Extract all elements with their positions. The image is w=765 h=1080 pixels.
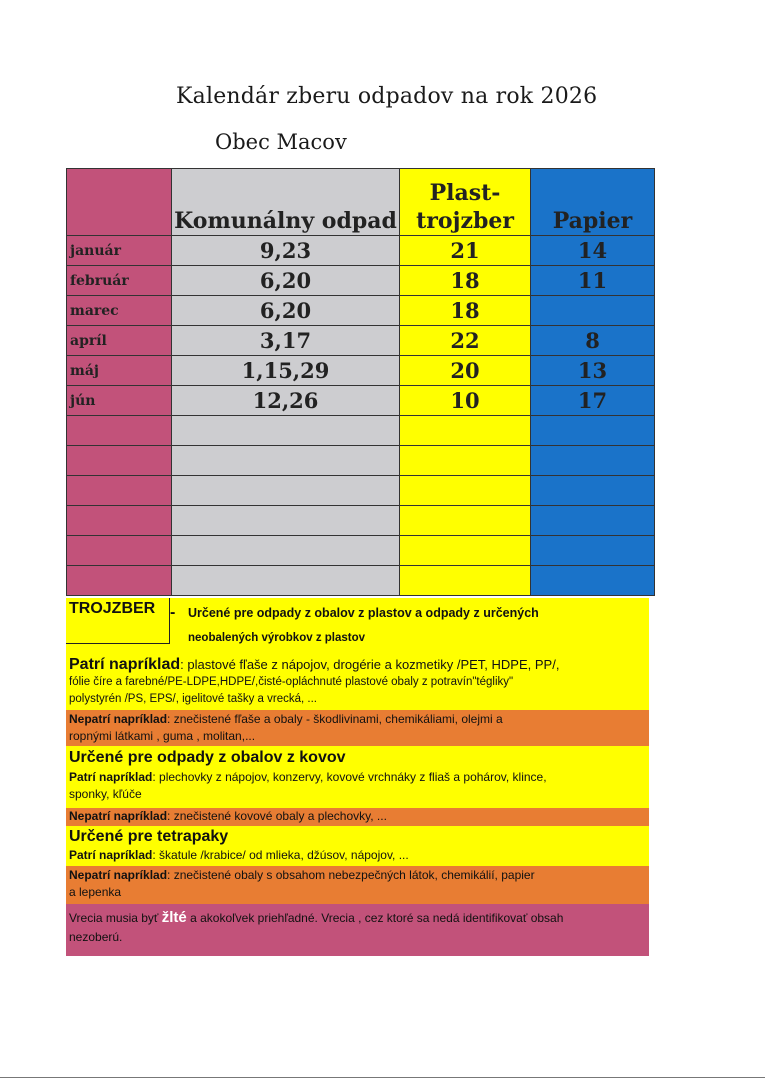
table-row (67, 296, 655, 326)
kov-patri-text1: : plechovky z nápojov, konzervy, kovové vrchnáky z fliaš a pohárov, klince, (152, 770, 547, 784)
vrecia-text3: nezoberú. (69, 930, 123, 944)
trojzber-desc-line1: Určené pre odpady z obalov z plastov a odpady z určených (188, 606, 539, 620)
plast-patri-block (66, 656, 649, 710)
vrecia-text2: a akokoľvek priehľadné. Vrecia , cez ktoré sa nedá identifikovať obsah (186, 911, 564, 925)
trojzber-desc-line2: neobalených výrobkov z plastov (188, 632, 366, 644)
kov-nepatri-text: : znečistené kovové obaly a plechovky, ... (167, 809, 387, 823)
komunalny-cell: 12,26 (172, 386, 400, 416)
month-cell: február (67, 266, 172, 296)
komunalny-cell: 6,20 (172, 266, 400, 296)
vrecia-zlte: žlté (161, 909, 187, 926)
plast-cell (400, 476, 531, 506)
plast-cell: 10 (400, 386, 531, 416)
month-cell: máj (67, 356, 172, 386)
header-month-cell (67, 169, 172, 236)
table-row (67, 386, 655, 416)
komunalny-cell (172, 476, 400, 506)
papier-cell: 8 (531, 326, 655, 356)
plast-cell: 22 (400, 326, 531, 356)
kov-nepatri-label: Nepatrí napríklad (69, 809, 168, 823)
plast-patri-text1: : plastové fľaše z nápojov, drogérie a kozmetiky /PET, HDPE, PP/, (180, 657, 560, 672)
table-row (67, 566, 655, 596)
header-komunalny: Komunálny odpad (172, 169, 400, 236)
header-plast-line1: Plast- (429, 180, 501, 206)
komunalny-cell (172, 446, 400, 476)
plast-cell (400, 566, 531, 596)
papier-cell (531, 416, 655, 446)
komunalny-cell: 9,23 (172, 236, 400, 266)
plast-nepatri-label: Nepatrí napríklad (69, 712, 168, 726)
papier-cell (531, 446, 655, 476)
plast-cell: 18 (400, 266, 531, 296)
month-cell: apríl (67, 326, 172, 356)
table-row (67, 476, 655, 506)
komunalny-cell (172, 536, 400, 566)
month-cell (67, 416, 172, 446)
kov-nepatri-block (66, 808, 649, 826)
tetra-nepatri-text2: a lepenka (69, 885, 122, 899)
table-row (67, 356, 655, 386)
month-cell (67, 536, 172, 566)
table-row (67, 236, 655, 266)
table-row (67, 446, 655, 476)
komunalny-cell: 6,20 (172, 296, 400, 326)
trojzber-label: TROJZBER (69, 600, 156, 617)
plast-cell (400, 416, 531, 446)
trojzber-dash: - (170, 604, 176, 621)
papier-cell: 17 (531, 386, 655, 416)
tetra-block (66, 826, 649, 866)
vrecia-note-block (66, 904, 649, 956)
table-row (67, 266, 655, 296)
papier-cell: 14 (531, 236, 655, 266)
komunalny-cell: 3,17 (172, 326, 400, 356)
tetra-patri-text: : škatule /krabice/ od mlieka, džúsov, nápojov, ... (152, 848, 409, 862)
table-row (67, 536, 655, 566)
komunalny-cell (172, 416, 400, 446)
page-title: Kalendár zberu odpadov na rok 2026 (176, 84, 598, 109)
papier-cell (531, 536, 655, 566)
tetra-heading: Určené pre tetrapaky (69, 828, 229, 845)
month-cell (67, 506, 172, 536)
papier-cell (531, 476, 655, 506)
plast-patri-text2: fólie číre a farebné/PE-LDPE,HDPE/,čisté-opláchnuté plastové obaly z potravín"tégliky" (69, 676, 514, 688)
papier-cell (531, 296, 655, 326)
month-cell: január (67, 236, 172, 266)
tetra-nepatri-label: Nepatrí napríklad (69, 868, 168, 882)
collection-schedule-table (66, 168, 655, 596)
month-cell (67, 476, 172, 506)
tetra-nepatri-text1: : znečistené obaly s obsahom nebezpečných látok, chemikálií, papier (167, 868, 535, 882)
papier-cell (531, 566, 655, 596)
papier-cell (531, 506, 655, 536)
tetra-nepatri-block (66, 866, 649, 904)
kov-patri-label: Patrí napríklad (69, 770, 153, 784)
komunalny-cell: 1,15,29 (172, 356, 400, 386)
table-row (67, 416, 655, 446)
header-plast (400, 169, 531, 236)
month-cell: marec (67, 296, 172, 326)
header-plast-line2: trojzber (416, 207, 514, 234)
plast-cell (400, 446, 531, 476)
papier-cell: 13 (531, 356, 655, 386)
page-subtitle: Obec Macov (215, 130, 347, 154)
tetra-patri-label: Patrí napríklad (69, 848, 153, 862)
plast-nepatri-block (66, 710, 649, 746)
month-cell (67, 566, 172, 596)
komunalny-cell (172, 566, 400, 596)
table-header-row (67, 169, 655, 236)
plast-cell (400, 506, 531, 536)
table-body (67, 236, 655, 596)
plast-nepatri-text1: : znečistené fľaše a obaly - škodlivinami, chemikáliami, olejmi a (167, 712, 503, 726)
plast-cell (400, 536, 531, 566)
header-papier: Papier (531, 169, 655, 236)
month-cell: jún (67, 386, 172, 416)
plast-patri-label: Patrí napríklad (69, 656, 181, 673)
kov-patri-text2: sponky, kľúče (69, 787, 142, 801)
komunalny-cell (172, 506, 400, 536)
kov-heading: Určené pre odpady z obalov z kovov (69, 749, 346, 766)
page-bottom-divider (0, 1077, 765, 1078)
plast-cell: 18 (400, 296, 531, 326)
table-row (67, 506, 655, 536)
plast-cell: 21 (400, 236, 531, 266)
plast-nepatri-text2: ropnými látkami , guma , molitan,... (69, 729, 256, 743)
plast-cell: 20 (400, 356, 531, 386)
vrecia-text1: Vrecia musia byť (69, 911, 162, 925)
papier-cell: 11 (531, 266, 655, 296)
trojzber-label-box (66, 598, 170, 644)
plast-patri-text3: polystyrén /PS, EPS/, igelitové tašky a vrecká, ... (69, 693, 317, 705)
month-cell (67, 446, 172, 476)
kov-block (66, 746, 649, 808)
table-row (67, 326, 655, 356)
